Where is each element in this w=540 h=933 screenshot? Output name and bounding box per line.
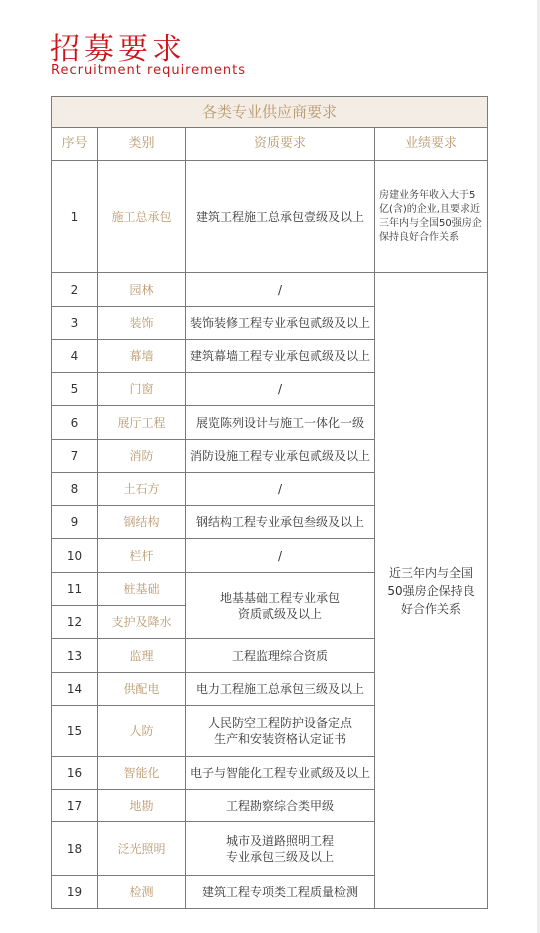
row-qualification: 电力工程施工总承包三级及以上 [186, 673, 375, 706]
row-qualification: / [186, 373, 375, 406]
row-category: 地勘 [98, 790, 186, 822]
row-qualification: 建筑工程施工总承包壹级及以上 [186, 161, 375, 273]
supplier-requirements-table [51, 96, 488, 909]
column-header-performance: 业绩要求 [375, 128, 488, 161]
row-no: 3 [52, 307, 98, 340]
row-no: 1 [52, 161, 98, 273]
row-no: 10 [52, 539, 98, 573]
row-category: 钢结构 [98, 506, 186, 539]
row-qualification: / [186, 539, 375, 573]
row-no: 11 [52, 573, 98, 606]
page-title: 招募要求 [50, 32, 186, 67]
row-qualification: 电子与智能化工程专业贰级及以上 [186, 757, 375, 790]
row-category: 幕墙 [98, 340, 186, 373]
row-qualification: 展览陈列设计与施工一体化一级 [186, 406, 375, 440]
row-category: 园林 [98, 273, 186, 307]
row-no: 5 [52, 373, 98, 406]
page-subtitle: Recruitment requirements [51, 63, 247, 78]
row-no: 16 [52, 757, 98, 790]
row-category: 装饰 [98, 307, 186, 340]
row-qualification: 消防设施工程专业承包贰级及以上 [186, 440, 375, 473]
row-qualification: / [186, 473, 375, 506]
column-header-qualification: 资质要求 [186, 128, 375, 161]
table-title: 各类专业供应商要求 [52, 97, 488, 128]
row-no: 18 [52, 822, 98, 876]
row-no: 2 [52, 273, 98, 307]
row-category: 供配电 [98, 673, 186, 706]
row-category: 消防 [98, 440, 186, 473]
row-category: 泛光照明 [98, 822, 186, 876]
row-no: 6 [52, 406, 98, 440]
row-no: 13 [52, 639, 98, 673]
row-qualification: / [186, 273, 375, 307]
row-category: 人防 [98, 706, 186, 757]
row-no: 15 [52, 706, 98, 757]
row-no: 17 [52, 790, 98, 822]
row-qualification: 钢结构工程专业承包叁级及以上 [186, 506, 375, 539]
row-no: 14 [52, 673, 98, 706]
row-qualification: 工程勘察综合类甲级 [186, 790, 375, 822]
table-row [52, 161, 488, 273]
row-category: 栏杆 [98, 539, 186, 573]
row-category: 智能化 [98, 757, 186, 790]
row-no: 19 [52, 876, 98, 909]
row-no: 4 [52, 340, 98, 373]
row-qualification: 装饰装修工程专业承包贰级及以上 [186, 307, 375, 340]
column-header-category: 类别 [98, 128, 186, 161]
row-no: 7 [52, 440, 98, 473]
row-no: 8 [52, 473, 98, 506]
row-category: 桩基础 [98, 573, 186, 606]
row-category: 监理 [98, 639, 186, 673]
row-qualification: 人民防空工程防护设备定点生产和安装资格认定证书 [186, 706, 375, 757]
row-category: 检测 [98, 876, 186, 909]
row-category: 支护及降水 [98, 606, 186, 639]
row-no: 12 [52, 606, 98, 639]
row-performance: 房建业务年收入大于5亿(含)的企业,且要求近三年内与全国50强房企保持良好合作关系 [375, 161, 488, 273]
row-qualification-merged: 地基基础工程专业承包资质贰级及以上 [186, 573, 375, 639]
column-header-no: 序号 [52, 128, 98, 161]
row-category: 展厅工程 [98, 406, 186, 440]
row-category: 施工总承包 [98, 161, 186, 273]
row-category: 门窗 [98, 373, 186, 406]
table-row [52, 273, 488, 307]
row-qualification: 城市及道路照明工程专业承包三级及以上 [186, 822, 375, 876]
row-no: 9 [52, 506, 98, 539]
row-qualification: 工程监理综合资质 [186, 639, 375, 673]
row-performance-merged: 近三年内与全国50强房企保持良好合作关系 [375, 273, 488, 909]
row-qualification: 建筑工程专项类工程质量检测 [186, 876, 375, 909]
row-qualification: 建筑幕墙工程专业承包贰级及以上 [186, 340, 375, 373]
row-category: 土石方 [98, 473, 186, 506]
